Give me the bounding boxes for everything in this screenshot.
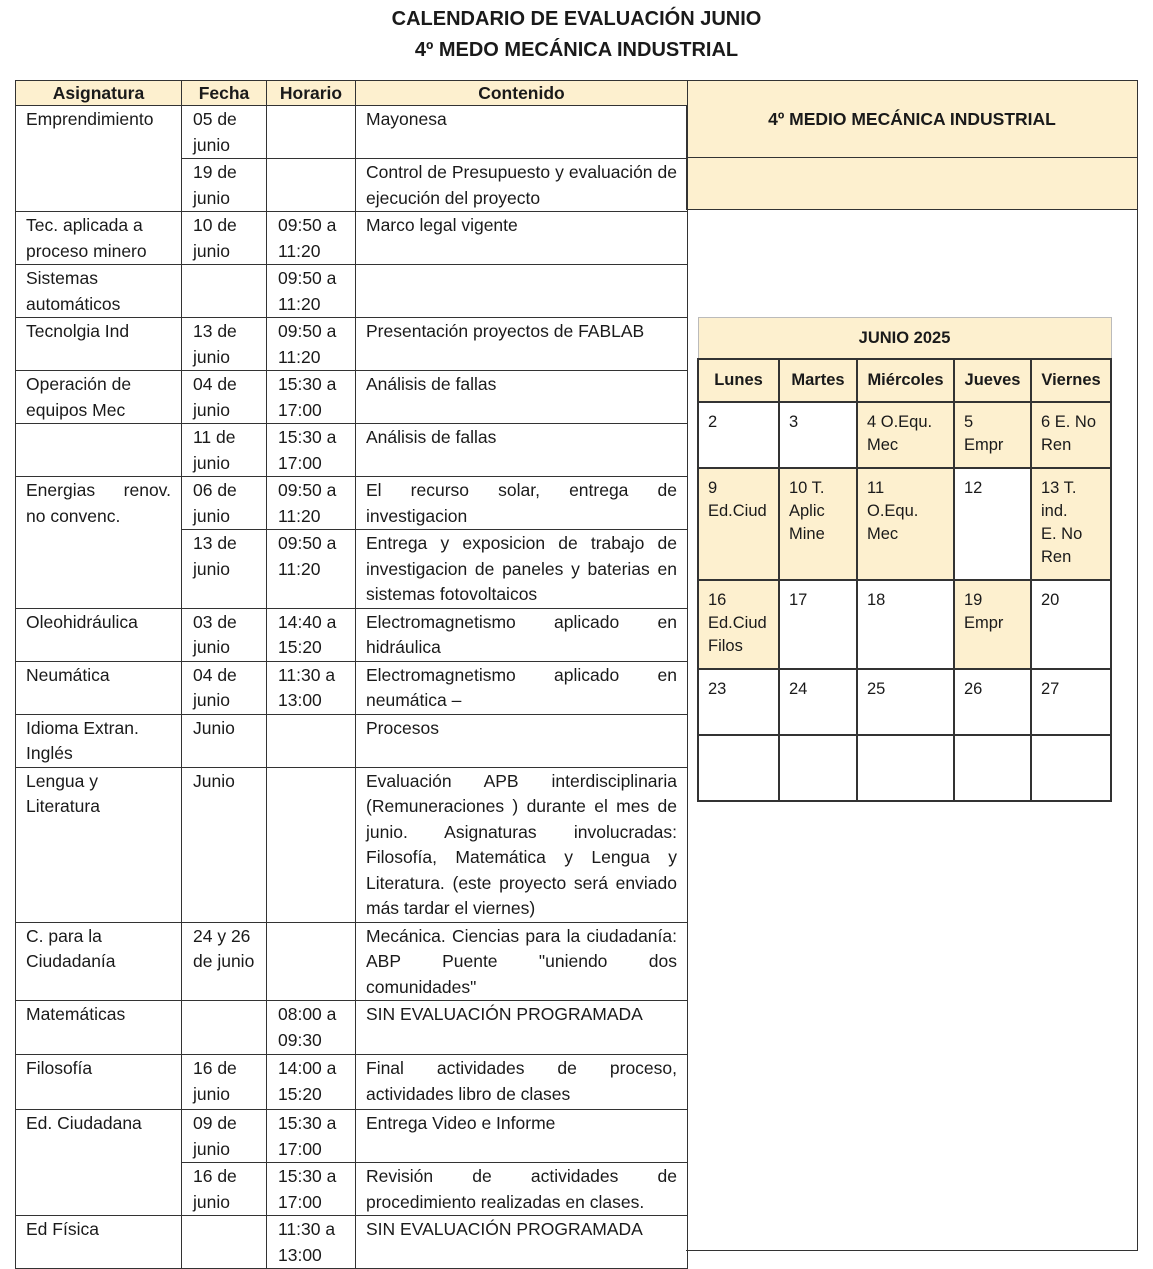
right-panel-heading: 4º MEDIO MECÁNICA INDUSTRIAL bbox=[686, 80, 1138, 158]
cell-fecha: Junio bbox=[182, 767, 267, 922]
cell-horario: 15:30 a 17:00 bbox=[267, 1110, 356, 1163]
calendar-day bbox=[954, 580, 1031, 669]
cell-fecha: 16 de junio bbox=[182, 1055, 267, 1110]
calendar-day-header-row bbox=[698, 359, 1111, 402]
cell-contenido: SIN EVALUACIÓN PROGRAMADA bbox=[356, 1001, 688, 1055]
day-line: Mec bbox=[867, 525, 899, 543]
table-row bbox=[16, 265, 688, 318]
calendar-week bbox=[698, 735, 1111, 801]
header-asignatura: Asignatura bbox=[16, 81, 182, 106]
header-fecha: Fecha bbox=[182, 81, 267, 106]
calendar-day bbox=[779, 580, 857, 669]
day-line: Ed.Ciud bbox=[708, 502, 767, 520]
cell-horario bbox=[267, 714, 356, 767]
calendar-day bbox=[1031, 580, 1111, 669]
cell-fecha bbox=[182, 265, 267, 318]
table-row bbox=[16, 1110, 688, 1163]
cell-fecha: 11 de junio bbox=[182, 424, 267, 477]
cell-asignatura: Idioma Extran. Inglés bbox=[16, 714, 182, 767]
cell-contenido: Procesos bbox=[356, 714, 688, 767]
cell-contenido: Mayonesa bbox=[356, 106, 688, 159]
calendar-day bbox=[698, 669, 779, 735]
table-row bbox=[16, 608, 688, 661]
day-line: 25 bbox=[867, 680, 886, 698]
cell-fecha bbox=[182, 1001, 267, 1055]
day-header-jueves: Jueves bbox=[954, 359, 1031, 402]
june-calendar bbox=[697, 317, 1112, 802]
day-line: 27 bbox=[1041, 680, 1060, 698]
cell-contenido: Mecánica. Ciencias para la ciudadanía: ABP Puente "uniendo dos comunidades" bbox=[356, 922, 688, 1001]
table-row bbox=[16, 318, 688, 371]
cell-contenido: Marco legal vigente bbox=[356, 212, 688, 265]
day-line: 16 bbox=[708, 591, 727, 609]
day-line: 13 T. bbox=[1041, 479, 1077, 497]
cell-fecha bbox=[182, 1216, 267, 1269]
cell-asignatura: C. para la Ciudadanía bbox=[16, 922, 182, 1001]
day-line: E. No bbox=[1041, 525, 1083, 543]
cell-contenido: Análisis de fallas bbox=[356, 424, 688, 477]
calendar-day bbox=[698, 735, 779, 801]
day-line: 24 bbox=[789, 680, 808, 698]
table-row bbox=[16, 661, 688, 714]
cell-horario bbox=[267, 922, 356, 1001]
calendar-day bbox=[779, 735, 857, 801]
day-line: 2 bbox=[708, 413, 718, 431]
calendar-day bbox=[954, 669, 1031, 735]
day-line: Mine bbox=[789, 525, 825, 543]
calendar-day bbox=[857, 468, 954, 580]
day-line: Ren bbox=[1041, 548, 1072, 566]
calendar-week bbox=[698, 402, 1111, 468]
cell-fecha: 06 de junio bbox=[182, 477, 267, 530]
day-line: 17 bbox=[789, 591, 808, 609]
calendar-day bbox=[779, 468, 857, 580]
cell-fecha: 16 de junio bbox=[182, 1163, 267, 1216]
day-line: Empr bbox=[964, 614, 1004, 632]
cell-horario: 15:30 a 17:00 bbox=[267, 371, 356, 424]
table-row bbox=[16, 1216, 688, 1269]
cell-contenido: El recurso solar, entrega de investigacion bbox=[356, 477, 688, 530]
table-row bbox=[16, 212, 688, 265]
day-header-lunes: Lunes bbox=[698, 359, 779, 402]
table-header-row bbox=[16, 81, 688, 106]
cell-fecha: 19 de junio bbox=[182, 159, 267, 212]
table-row bbox=[16, 1001, 688, 1055]
day-line: 20 bbox=[1041, 591, 1060, 609]
day-header-martes: Martes bbox=[779, 359, 857, 402]
cell-horario bbox=[267, 159, 356, 212]
calendar-day bbox=[1031, 402, 1111, 468]
cell-fecha: 04 de junio bbox=[182, 661, 267, 714]
day-line: 4 O.Equ. bbox=[867, 413, 933, 431]
table-row bbox=[16, 371, 688, 424]
evaluation-schedule-table bbox=[15, 80, 688, 1269]
cell-fecha: 10 de junio bbox=[182, 212, 267, 265]
cell-contenido: Presentación proyectos de FABLAB bbox=[356, 318, 688, 371]
table-row bbox=[16, 106, 688, 159]
document-subtitle: 4º MEDO MECÁNICA INDUSTRIAL bbox=[414, 39, 739, 61]
day-line: 18 bbox=[867, 591, 886, 609]
day-line: Ed.Ciud bbox=[708, 614, 767, 632]
cell-asignatura: Neumática bbox=[16, 661, 182, 714]
cell-contenido: Final actividades de proceso, actividades libro de clases bbox=[356, 1055, 688, 1110]
cell-horario: 14:40 a 15:20 bbox=[267, 608, 356, 661]
cell-asignatura: Ed. Ciudadana bbox=[16, 1110, 182, 1216]
cell-horario bbox=[267, 106, 356, 159]
cell-fecha: 03 de junio bbox=[182, 608, 267, 661]
day-header-miercoles: Miércoles bbox=[857, 359, 954, 402]
cell-horario: 09:50 a 11:20 bbox=[267, 530, 356, 609]
calendar-week bbox=[698, 580, 1111, 669]
calendar-title: JUNIO 2025 bbox=[698, 318, 1111, 360]
right-panel-subheading bbox=[686, 157, 1138, 210]
cell-contenido: Control de Presupuesto y evaluación de ejecución del proyecto bbox=[356, 159, 688, 212]
day-line: 3 bbox=[789, 413, 799, 431]
cell-fecha: Junio bbox=[182, 714, 267, 767]
cell-asignatura: Operación de equipos Mec bbox=[16, 371, 182, 424]
day-line: 10 T. bbox=[789, 479, 825, 497]
day-line: Empr bbox=[964, 436, 1004, 454]
cell-horario: 11:30 a 13:00 bbox=[267, 661, 356, 714]
table-row bbox=[16, 1055, 688, 1110]
calendar-day bbox=[857, 669, 954, 735]
cell-asignatura bbox=[16, 424, 182, 477]
cell-horario bbox=[267, 767, 356, 922]
cell-contenido bbox=[356, 265, 688, 318]
calendar-day bbox=[698, 402, 779, 468]
day-line: 12 bbox=[964, 479, 983, 497]
cell-asignatura: Lengua y Literatura bbox=[16, 767, 182, 922]
calendar-day bbox=[1031, 468, 1111, 580]
cell-horario: 09:50 a 11:20 bbox=[267, 212, 356, 265]
cell-contenido: Electromagnetismo aplicado en hidráulica bbox=[356, 608, 688, 661]
calendar-day bbox=[698, 580, 779, 669]
cell-fecha: 05 de junio bbox=[182, 106, 267, 159]
cell-fecha: 24 y 26 de junio bbox=[182, 922, 267, 1001]
cell-horario: 11:30 a 13:00 bbox=[267, 1216, 356, 1269]
cell-fecha: 13 de junio bbox=[182, 530, 267, 609]
cell-asignatura: Oleohidráulica bbox=[16, 608, 182, 661]
cell-fecha: 09 de junio bbox=[182, 1110, 267, 1163]
cell-horario: 09:50 a 11:20 bbox=[267, 318, 356, 371]
cell-horario: 14:00 a 15:20 bbox=[267, 1055, 356, 1110]
day-line: Filos bbox=[708, 637, 743, 655]
calendar-day bbox=[779, 669, 857, 735]
calendar-day bbox=[857, 402, 954, 468]
cell-asignatura: Sistemas automáticos bbox=[16, 265, 182, 318]
calendar-day bbox=[1031, 669, 1111, 735]
cell-fecha: 13 de junio bbox=[182, 318, 267, 371]
day-line: 6 E. No bbox=[1041, 413, 1097, 431]
day-line: Aplic bbox=[789, 502, 825, 520]
cell-horario: 08:00 a 09:30 bbox=[267, 1001, 356, 1055]
calendar-week bbox=[698, 468, 1111, 580]
cell-horario: 15:30 a 17:00 bbox=[267, 1163, 356, 1216]
header-contenido: Contenido bbox=[356, 81, 688, 106]
cell-asignatura: Filosofía bbox=[16, 1055, 182, 1110]
cell-asignatura: Tecnolgia Ind bbox=[16, 318, 182, 371]
calendar-day bbox=[954, 735, 1031, 801]
cell-contenido: Entrega Video e Informe bbox=[356, 1110, 688, 1163]
cell-asignatura: Tec. aplicada a proceso minero bbox=[16, 212, 182, 265]
calendar-day bbox=[1031, 735, 1111, 801]
cell-horario: 15:30 a 17:00 bbox=[267, 424, 356, 477]
day-line: Ren bbox=[1041, 436, 1072, 454]
table-row bbox=[16, 477, 688, 530]
cell-horario: 09:50 a 11:20 bbox=[267, 477, 356, 530]
calendar-day bbox=[954, 402, 1031, 468]
cell-asignatura: Energias renov. no convenc. bbox=[16, 477, 182, 609]
cell-contenido: Revisión de actividades de procedimiento realizadas en clases. bbox=[356, 1163, 688, 1216]
calendar-day bbox=[779, 402, 857, 468]
day-line: 23 bbox=[708, 680, 727, 698]
table-row bbox=[16, 922, 688, 1001]
header-horario: Horario bbox=[267, 81, 356, 106]
day-header-viernes: Viernes bbox=[1031, 359, 1111, 402]
cell-asignatura: Matemáticas bbox=[16, 1001, 182, 1055]
cell-contenido: Análisis de fallas bbox=[356, 371, 688, 424]
cell-asignatura: Emprendimiento bbox=[16, 106, 182, 212]
document-title: CALENDARIO DE EVALUACIÓN JUNIO bbox=[391, 8, 762, 30]
day-line: O.Equ. bbox=[867, 502, 919, 520]
table-row bbox=[16, 424, 688, 477]
cell-contenido: Electromagnetismo aplicado en neumática – bbox=[356, 661, 688, 714]
calendar-day bbox=[857, 580, 954, 669]
day-line: Mec bbox=[867, 436, 899, 454]
cell-contenido: SIN EVALUACIÓN PROGRAMADA bbox=[356, 1216, 688, 1269]
cell-fecha: 04 de junio bbox=[182, 371, 267, 424]
cell-asignatura: Ed Física bbox=[16, 1216, 182, 1269]
table-row bbox=[16, 767, 688, 922]
day-line: 19 bbox=[964, 591, 983, 609]
day-line: 9 bbox=[708, 479, 718, 497]
day-line: 11 bbox=[867, 479, 885, 497]
calendar-week bbox=[698, 669, 1111, 735]
day-line: 26 bbox=[964, 680, 983, 698]
cell-contenido: Evaluación APB interdisciplinaria (Remuneraciones ) durante el mes de junio. Asignaturas involucradas: Filosofía, Matemática y Lengua y Literatura. (este proyecto será enviado más tardar el viernes) bbox=[356, 767, 688, 922]
cell-contenido: Entrega y exposicion de trabajo de investigacion de paneles y baterias en sistemas fotovoltaicos bbox=[356, 530, 688, 609]
calendar-day bbox=[954, 468, 1031, 580]
table-row bbox=[16, 714, 688, 767]
day-line: 5 bbox=[964, 413, 974, 431]
calendar-day bbox=[698, 468, 779, 580]
day-line: ind. bbox=[1041, 502, 1068, 520]
cell-horario: 09:50 a 11:20 bbox=[267, 265, 356, 318]
calendar-day bbox=[857, 735, 954, 801]
